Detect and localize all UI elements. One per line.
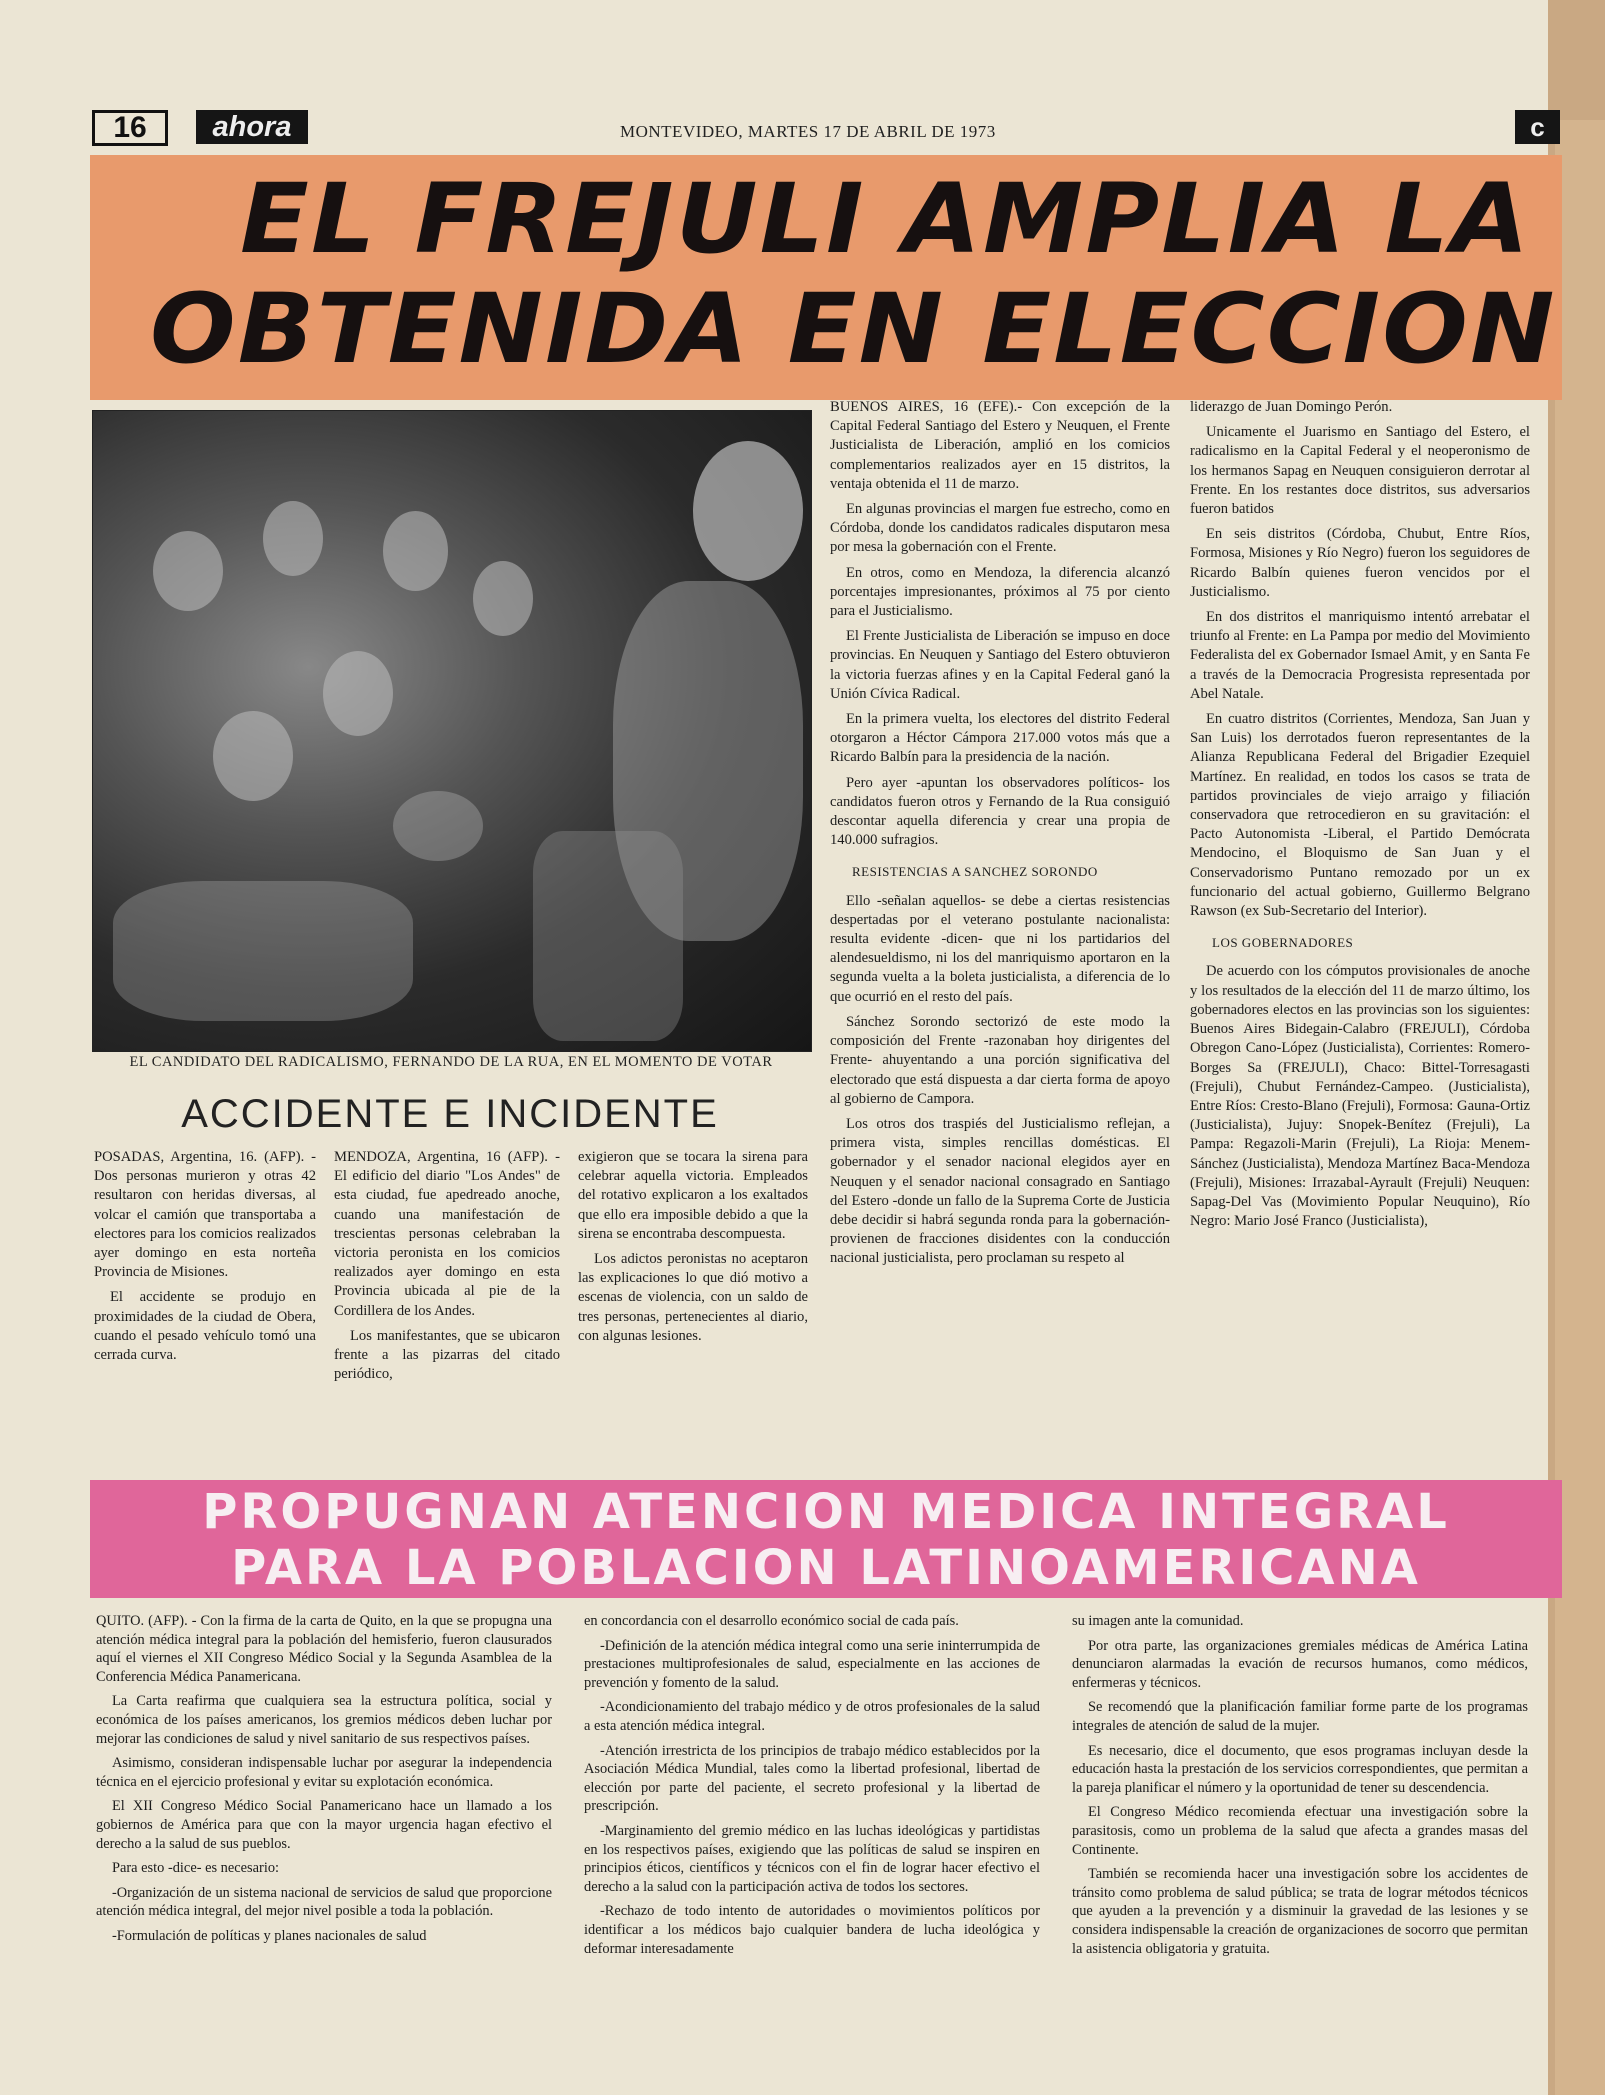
subheading: LOS GOBERNADORES (1212, 935, 1354, 951)
paragraph: BUENOS AIRES, 16 (EFE).- Con excepción de la Capital Federal Santiago del Estero y Neuquen, el Frente Justicialista de Liberación, amplió en los comicios complementarios realizados ayer en 15 distritos, la ventaja obtenida el 11 de marzo. (830, 399, 1170, 492)
headline-line-1: EL FREJULI AMPLIA LA (240, 163, 1531, 275)
health-column-2 (584, 1612, 1040, 1964)
paragraph: Unicamente el Juarismo en Santiago del Estero, el radicalismo en la Capital Federal y el neoperonismo de los hermanos Sapag en Neuquen consiguieron derrotar al Frente. En los restantes doce distritos, sus adversarios fueron batidos (1190, 424, 1530, 518)
paragraph: Se recomendó que la planificación familiar forme parte de los programas integrales de atención de salud de la mujer. (1072, 1699, 1528, 1734)
accident-column-2 (334, 1148, 560, 1390)
paragraph: Ello -señalan aquellos- se debe a ciertas resistencias despertadas por el veterano postulante nacionalista: resulta evidente -dicen- que ni los partidarios del alendesueldismo, ni los del manriquismo aportaron en la segunda vuelta a la boleta justicialista, a diferencia de lo que ocurrió en el resto del país. (830, 892, 1170, 1005)
paragraph: En seis distritos (Córdoba, Chubut, Entre Ríos, Formosa, Misiones y Río Negro) fueron los seguidores de Ricardo Balbín quienes fueron vencidos por el Justicialismo. (1190, 526, 1530, 600)
headline-band-pink (90, 1480, 1562, 1598)
paragraph: El XII Congreso Médico Social Panamericano hace un llamado a los gobiernos de América para que con la mayor urgencia hagan efectivo el derecho a la salud de sus pueblos. (96, 1798, 552, 1852)
paragraph: En otros, como en Mendoza, la diferencia alcanzó porcentajes impresionantes, próximos al 75 por ciento para el Justicialismo. (830, 564, 1170, 620)
paragraph: Para esto -dice- es necesario: (112, 1860, 280, 1877)
paragraph: El accidente se produjo en proximidades de la ciudad de Obera, cuando el pesado vehículo tomó una cerrada curva. (94, 1289, 316, 1364)
paragraph: QUITO. (AFP). - Con la firma de la carta de Quito, en la que se propugna una atención médica integral para la población del hemisferio, fueron clausurados aquí el viernes el XII Congreso Médico Social y la Segunda Asamblea de la Conferencia Médica Panamericana. (96, 1613, 552, 1685)
page-number: 16 (92, 110, 168, 146)
paragraph: -Atención irrestricta de los principios de trabajo médico establecidos por la Asociación Médica Mundial, tales como la libertad profesional, libertad de elección por parte del paciente, el secreto profesional y la libertad de prescripción. (584, 1742, 1040, 1815)
paragraph: Los adictos peronistas no aceptaron las explicaciones lo que dió motivo a escenas de violencia, con un saldo de tres personas, pertenecientes al diario, con algunas lesiones. (578, 1251, 808, 1344)
paragraph: También se recomienda hacer una investigación sobre los accidentes de tránsito como problema de salud pública; se trata de lograr métodos técnicos que ayuden a la prevención y a disminuir la gravedad de las lesiones y se considera indispensable la creación de organizaciones de socorro que permitan la asistencia obligatoria y gratuita. (1072, 1866, 1528, 1957)
paragraph: MENDOZA, Argentina, 16 (AFP). - El edificio del diario "Los Andes" de esta ciudad, fue apedreado anoche, cuando una manifestación de trescientas personas celebraban la victoria peronista en los comicios realizados ayer domingo en esta Provincia ubicada al pie de la Cordillera de los Andes. (334, 1149, 560, 1319)
main-article-column-2 (1190, 398, 1530, 1237)
paragraph: su imagen ante la comunidad. (1072, 1613, 1244, 1629)
paragraph: en concordancia con el desarrollo económico social de cada país. (584, 1613, 959, 1629)
paragraph: De acuerdo con los cómputos provisionales de anoche y los resultados de la elección del 11 de marzo último, los gobernadores electos en las provincias son los siguientes: Buenos Aires Bidegain-Calabro (FREJULI), Córdoba Obregon Cano-López (Justicialista), Corrientes: Romero-Borges Sa (FREJULI), Chaco: Bittel-Torresagasti (Frejuli), Chubut Fernández-Campeo. (Justicialista), Entre Ríos: Cresto-Blano (Frejuli), Formosa: Gauna-Ortiz (Justicialista), Jujuy: Snopek-Benítez (Frejuli), La Pampa: Regazoli-Marin (Frejuli), La Rioja: Menem-Sánchez (Justicialista), Mendoza Martínez Baca-Mendoza (Frejuli), Misiones: Irrazabal-Ayrault (Frejuli) Neuquen: Sapag-Del Vas (Movimiento Popular Neuquino), Río Negro: Mario José Franco (Justicialista), (1190, 963, 1530, 1230)
headline-band-orange (90, 155, 1562, 400)
health-headline-line-1: PROPUGNAN ATENCION MEDICA INTEGRAL (202, 1484, 1450, 1540)
paragraph: La Carta reafirma que cualquiera sea la estructura política, social y económica de los países americanos, los gremios médicos deben luchar por mejorar las condiciones de salud y nivel sanitario de sus respectivos países. (96, 1693, 552, 1747)
paragraph: POSADAS, Argentina, 16. (AFP). - Dos personas murieron y otras 42 resultaron con heridas diversas, al volcar el camión que transportaba a electores para los comicios realizados ayer domingo en esta norteña Provincia de Misiones. (94, 1149, 316, 1281)
masthead-logo: ahora (196, 110, 308, 144)
paragraph: -Definición de la atención médica integral como una serie ininterrumpida de prestaciones multiprofesionales de salud, especialmente en las acciones de prevención y fomento de la salud. (584, 1637, 1040, 1691)
paragraph: -Acondicionamiento del trabajo médico y de otros profesionales de la salud a esta atención médica integral. (584, 1699, 1040, 1734)
paragraph: Los otros dos traspiés del Justicialismo reflejan, a primera vista, simples rencillas domésticas. El gobernador y el senador nacional elegidos ayer en Neuquen y el senador nacional consagrado en Santiago del Estero -donde un fallo de la Suprema Corte de Justicia debe decidir si habrá segunda ronda para la gobernación- provienen de fracciones disidentes con la conducción nacional justicialista, pero proclaman su respeto al (830, 1115, 1170, 1267)
paragraph: liderazgo de Juan Domingo Perón. (1190, 399, 1393, 415)
adjacent-page-edge-shadow (1555, 120, 1605, 2095)
paragraph: Los manifestantes, que se ubicaron frente a las pizarras del citado periódico, (334, 1327, 560, 1383)
paragraph: -Formulación de políticas y planes nacionales de salud (112, 1927, 427, 1944)
paragraph: Sánchez Sorondo sectorizó de este modo la composición del Frente -razonaban hoy dirigentes del Frente- ahuyentando a una porción significativa del electorado que está dispuesta a dar cierta forma de apoyo al gobierno de Campora. (830, 1013, 1170, 1107)
paragraph: -Marginamiento del gremio médico en las luchas ideológicas y partidistas en los respectivos países, exigiendo que las políticas de salud se inspiren en principios éticos, científicos y técnicos con el fin de lograr hacer efectivo el derecho a la salud con la participación activa de todos los sectores. (584, 1822, 1040, 1895)
paragraph: exigieron que se tocara la sirena para celebrar aquella victoria. Empleados del rotativo explicaron a los exaltados que ello era imposible debido a que la sirena se encontraba descompuesta. (578, 1149, 808, 1242)
paragraph: En la primera vuelta, los electores del distrito Federal otorgaron a Héctor Cámpora 217.000 votos más que a Ricardo Balbín para la presidencia de la nación. (830, 711, 1170, 766)
photo-caption: EL CANDIDATO DEL RADICALISMO, FERNANDO DE LA RUA, EN EL MOMENTO DE VOTAR (129, 1054, 773, 1070)
health-column-3 (1072, 1612, 1528, 1964)
dateline: MONTEVIDEO, MARTES 17 DE ABRIL DE 1973 (620, 122, 996, 141)
subheading: RESISTENCIAS A SANCHEZ SORONDO (852, 864, 1098, 880)
paragraph: Asimismo, consideran indispensable luchar por asegurar la independencia técnica en el ejercicio profesional y evitar su explotación económica. (96, 1755, 552, 1790)
main-article-column-1 (830, 398, 1170, 1275)
paragraph: El Frente Justicialista de Liberación se impuso en doce provincias. En Neuquen y Santiago del Estero obtuvieron la victoria fuerzas afines y en la Capital Federal ganó la Unión Cívica Radical. (830, 628, 1170, 702)
paragraph: En dos distritos el manriquismo intentó arrebatar el triunfo al Frente: en La Pampa por medio del Movimiento Federalista del ex Gobernador Ismael Amit, y en Santa Fe a través de la Democracia Progresista representada por Abel Natale. (1190, 609, 1530, 702)
paragraph: -Organización de un sistema nacional de servicios de salud que proporcione atención médica integral, del mejor nivel posible a toda la población. (96, 1884, 552, 1920)
accident-column-3 (578, 1148, 808, 1352)
paragraph: En cuatro distritos (Corrientes, Mendoza, San Juan y San Luis) los derrotados fueron representantes de la Alianza Republicana Federal del Brigadier Ezequiel Martínez. En realidad, en todos los casos se trata de partidos provinciales de viejo arraigo y filiación conservadora que retrocedieron en su gravitación: el Pacto Autonomista -Liberal, el Partido Demócrata Mendocino, el Bloquismo de San Juan y el Conservadorismo Puntano remozado por un ex funcionario del actual gobierno, Guillermo Belgrano Rawson (ex Sub-Secretario del Interior). (1190, 711, 1530, 920)
next-page-masthead-fragment: c (1515, 110, 1560, 144)
paragraph: -Rechazo de todo intento de autoridades o movimientos políticos por identificar a los médicos bajo cualquier bandera de lucha ideológica y deformar interesadamente (584, 1903, 1040, 1957)
headline-line-2: OBTENIDA EN ELECCION (150, 273, 1557, 385)
accident-column-1 (94, 1148, 316, 1371)
paragraph: El Congreso Médico recomienda efectuar una investigación sobre la parasitosis, como un problema de la salud que afecta a grandes masas del Continente. (1072, 1804, 1528, 1858)
health-column-1 (96, 1612, 552, 1952)
article-headline-accidente: ACCIDENTE E INCIDENTE (181, 1092, 719, 1136)
paragraph: Es necesario, dice el documento, que esos programas incluyan desde la educación hasta la prestación de los servicios correspondientes, que permitan a la pareja planificar el número y la oportunidad de tener su descendencia. (1072, 1742, 1528, 1796)
paragraph: Pero ayer -apuntan los observadores políticos- los candidatos fueron otros y Fernando de la Rua consiguió descontar aquella diferencia y crear una propia de 140.000 sufragios. (830, 774, 1170, 849)
health-headline-line-2: PARA LA POBLACION LATINOAMERICANA (231, 1540, 1421, 1596)
paragraph: Por otra parte, las organizaciones gremiales médicas de América Latina denunciaron alarmadas la evación de recursos humanos, como médicos, enfermeras y técnicos. (1072, 1637, 1528, 1691)
news-photo (92, 410, 812, 1052)
paragraph: En algunas provincias el margen fue estrecho, como en Córdoba, donde los candidatos radicales disputaron mesa por mesa la gobernación con el Frente. (830, 501, 1170, 556)
